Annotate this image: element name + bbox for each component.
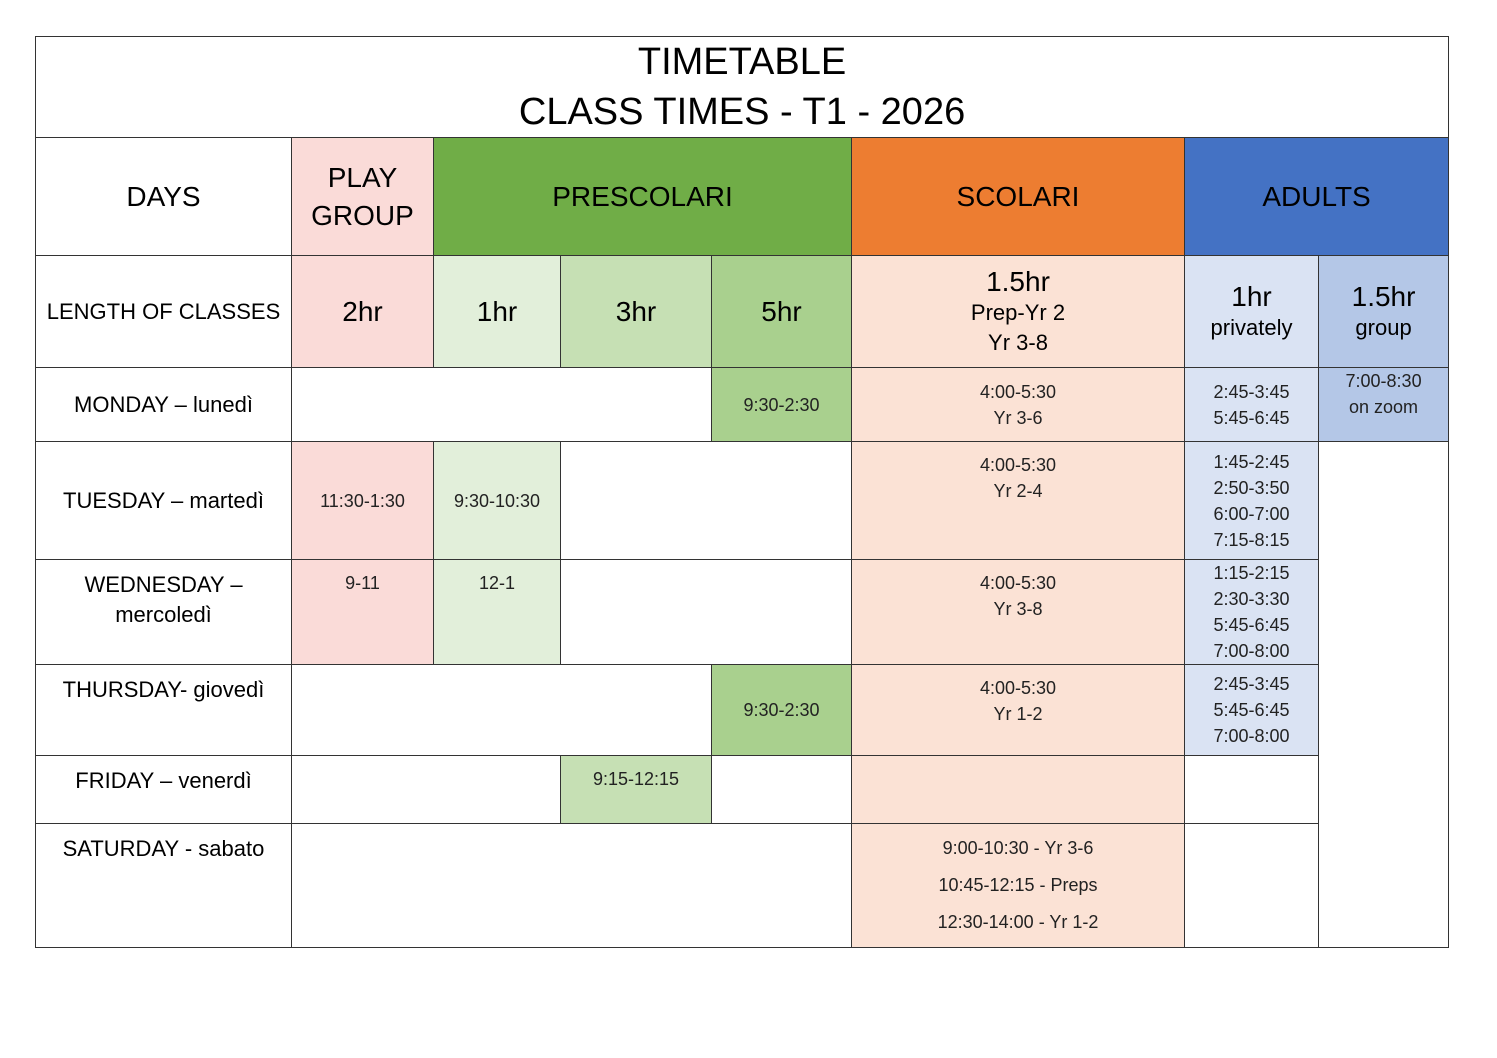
title-row [36,37,1449,138]
header-play-group-line2: GROUP [311,199,414,231]
monday-adults-1hr-slot: 2:45-3:45 [1213,381,1290,402]
wednesday-adults-1hr-slot: 7:00-8:00 [1213,641,1290,661]
thursday-adults-1hr-slot: 5:45-6:45 [1213,700,1290,720]
day-wednesday-line1: WEDNESDAY – [84,572,243,597]
day-monday: MONDAY – lunedì [36,368,292,442]
empty-cell [561,560,852,665]
length-adults-15hr-sub: group [1355,314,1412,340]
empty-cell [292,824,852,948]
timetable [35,36,1449,948]
header-scolari: SCOLARI [852,138,1185,256]
row-saturday [36,824,1449,948]
tuesday-pre-1hr: 9:30-10:30 [434,442,561,560]
empty-cell [712,756,852,824]
tuesday-play: 11:30-1:30 [292,442,434,560]
length-label: LENGTH OF CLASSES [36,256,292,368]
length-row [36,256,1449,368]
day-thursday: THURSDAY- giovedì [36,665,292,756]
monday-adults-15hr-note: on zoom [1349,397,1419,417]
tuesday-scolari-time: 4:00-5:30 [979,455,1057,475]
title-cell [36,37,1449,138]
row-tuesday [36,442,1449,560]
empty-cell [1185,756,1319,824]
length-pre-1hr: 1hr [434,256,561,368]
length-adults-1hr [1185,256,1319,368]
wednesday-pre-1hr: 12-1 [434,560,561,665]
length-scolari-sub1: Prep-Yr 2 [970,299,1066,325]
thursday-pre-5hr: 9:30-2:30 [712,665,852,756]
day-friday: FRIDAY – venerdì [36,756,292,824]
empty-cell [561,442,852,560]
header-prescolari: PRESCOLARI [434,138,852,256]
monday-adults-15hr-time: 7:00-8:30 [1345,371,1422,391]
thursday-scolari-year: Yr 1-2 [993,704,1043,724]
saturday-scolari-slot: 9:00-10:30 - Yr 3-6 [942,838,1094,858]
day-wednesday-line2: mercoledì [115,602,212,627]
header-play-group-line1: PLAY [327,161,398,193]
row-wednesday [36,560,1449,665]
wednesday-adults-1hr-slot: 2:30-3:30 [1213,589,1290,609]
length-play: 2hr [292,256,434,368]
header-play-group [292,138,434,256]
empty-cell [292,368,712,442]
length-scolari-sub2: Yr 3-8 [988,329,1048,355]
length-scolari-main: 1.5hr [986,265,1050,297]
length-adults-1hr-main: 1hr [1231,280,1272,312]
tuesday-scolari-year: Yr 2-4 [993,481,1043,501]
length-scolari [852,256,1185,368]
thursday-adults-1hr-slot: 7:00-8:00 [1213,726,1290,746]
wednesday-adults-1hr [1185,560,1319,665]
row-friday [36,756,1449,824]
thursday-scolari [852,665,1185,756]
monday-pre-5hr: 9:30-2:30 [712,368,852,442]
saturday-scolari [852,824,1185,948]
saturday-scolari-slot: 12:30-14:00 - Yr 1-2 [937,912,1099,932]
tuesday-adults-1hr-slot: 6:00-7:00 [1213,503,1290,524]
thursday-scolari-time: 4:00-5:30 [979,678,1057,698]
tuesday-adults-1hr [1185,442,1319,560]
length-adults-15hr [1319,256,1449,368]
length-adults-1hr-sub: privately [1210,314,1293,340]
monday-adults-1hr [1185,368,1319,442]
empty-cell [292,756,561,824]
monday-adults-15hr [1319,368,1449,442]
wednesday-scolari-time: 4:00-5:30 [979,573,1057,593]
wednesday-play: 9-11 [292,560,434,665]
tuesday-adults-1hr-slot: 2:50-3:50 [1213,477,1290,498]
title-line1: TIMETABLE [637,41,847,83]
header-days: DAYS [36,138,292,256]
monday-adults-1hr-slot: 5:45-6:45 [1213,407,1290,428]
day-wednesday [36,560,292,665]
monday-scolari [852,368,1185,442]
friday-scolari [852,756,1185,824]
empty-cell [1185,824,1319,948]
length-adults-15hr-main: 1.5hr [1351,280,1416,312]
thursday-adults-1hr [1185,665,1319,756]
wednesday-scolari-year: Yr 3-8 [993,599,1043,619]
day-tuesday: TUESDAY – martedì [36,442,292,560]
empty-cell [1319,442,1449,948]
length-pre-5hr: 5hr [712,256,852,368]
tuesday-adults-1hr-slot: 1:45-2:45 [1213,451,1290,472]
row-thursday [36,665,1449,756]
tuesday-scolari [852,442,1185,560]
monday-scolari-year: Yr 3-6 [993,407,1043,428]
header-adults: ADULTS [1185,138,1449,256]
monday-scolari-time: 4:00-5:30 [979,381,1057,402]
wednesday-adults-1hr-slot: 5:45-6:45 [1213,615,1290,635]
length-pre-3hr: 3hr [561,256,712,368]
saturday-scolari-slot: 10:45-12:15 - Preps [938,875,1098,895]
title-line2: CLASS TIMES - T1 - 2026 [518,91,966,133]
wednesday-scolari [852,560,1185,665]
row-monday [36,368,1449,442]
friday-pre-3hr: 9:15-12:15 [561,756,712,824]
empty-cell [292,665,712,756]
day-saturday: SATURDAY - sabato [36,824,292,948]
tuesday-adults-1hr-slot: 7:15-8:15 [1213,529,1290,550]
thursday-adults-1hr-slot: 2:45-3:45 [1213,674,1290,694]
wednesday-adults-1hr-slot: 1:15-2:15 [1213,563,1290,583]
header-row [36,138,1449,256]
